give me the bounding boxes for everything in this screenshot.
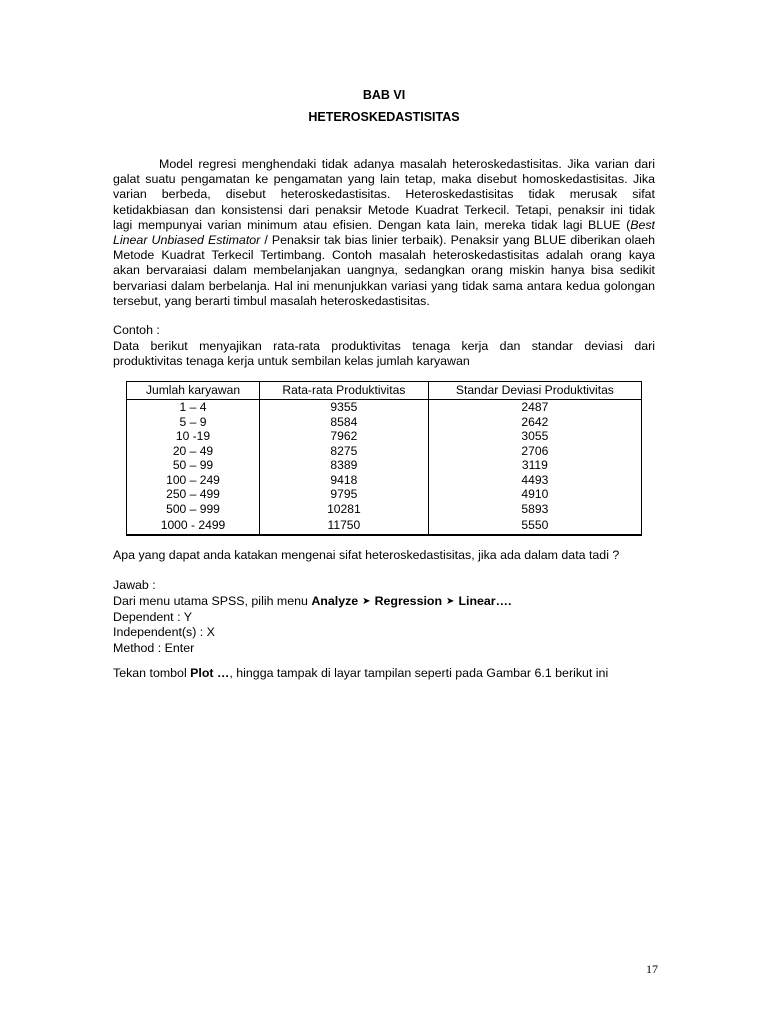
- table-row: [127, 415, 642, 430]
- menu-linear: Linear….: [458, 594, 512, 608]
- intro-line: lagi mempunyai varian minimum atau efisien. Dengan kata lain, mereka tidak lagi BLUE (Best: [113, 217, 655, 232]
- table-cell: 5893: [428, 502, 641, 517]
- answer-steps: [113, 594, 655, 656]
- intro-line: bervariasi dalam berbelanja. Hal ini menunjukkan variasi yang tidak sama antara kedua golongan: [113, 278, 655, 293]
- dependent-setting: Dependent : Y: [113, 610, 192, 625]
- table-cell: 50 – 99: [127, 458, 260, 473]
- intro-line: varian berbeda, disebut heteroskedastisitas. Heteroskedastisitas tidak merusak sifat: [113, 187, 655, 202]
- plot-button-label: Plot …: [190, 666, 230, 680]
- intro-line: galat suatu pengamatan ke pengamatan yang lain tetap, maka disebut homoskedastisitas. Jika: [113, 172, 655, 187]
- table-cell: 9355: [260, 400, 429, 415]
- table-cell: 2487: [428, 400, 641, 415]
- table-row: [127, 429, 642, 444]
- table-row: [127, 458, 642, 473]
- menu-instruction: Dari menu utama SPSS, pilih menu Analyze ➤ Regression ➤ Linear….: [113, 594, 512, 608]
- table-cell: 2642: [428, 415, 641, 430]
- column-header: Rata-rata Produktivitas: [260, 382, 429, 400]
- table-row: [127, 516, 642, 535]
- method-setting: Method : Enter: [113, 640, 195, 655]
- table-cell: 9418: [260, 473, 429, 488]
- table-cell: 10 -19: [127, 429, 260, 444]
- arrow-right-icon: ➤: [446, 596, 455, 607]
- column-header: Jumlah karyawan: [127, 382, 260, 400]
- table-row: [127, 473, 642, 488]
- table-cell: 5550: [428, 516, 641, 535]
- table-cell: 2706: [428, 444, 641, 459]
- contoh-description: Data berikut menyajikan rata-rata produktivitas tenaga kerja dan standar deviasi dari produktivitas tenaga kerja untuk sembilan kelas jumlah karyawan: [113, 339, 655, 369]
- intro-line: Linear Unbiased Estimator / Penaksir tak bias linier terbaik). Penaksir yang BLUE diberikan olaeh: [113, 233, 655, 248]
- menu-regression: Regression: [374, 594, 443, 608]
- column-header: Standar Deviasi Produktivitas: [428, 382, 641, 400]
- table-cell: 8584: [260, 415, 429, 430]
- italic-term: Best: [630, 217, 655, 232]
- table-cell: 8389: [260, 458, 429, 473]
- chapter-number: BAB VI: [362, 88, 406, 102]
- intro-line: tersebut, yang berarti timbul masalah heteroskedastisitas.: [113, 293, 430, 308]
- table-cell: 3055: [428, 429, 641, 444]
- table-cell: 500 – 999: [127, 502, 260, 517]
- table-cell: 250 – 499: [127, 487, 260, 502]
- table-cell: 7962: [260, 429, 429, 444]
- intro-line: Model regresi menghendaki tidak adanya masalah heteroskedastisitas. Jika varian dari: [159, 157, 655, 171]
- arrow-right-icon: ➤: [362, 596, 371, 607]
- table-row: [127, 502, 642, 517]
- question-text: Apa yang dapat anda katakan mengenai sifat heteroskedastisitas, jika ada dalam data tadi ?: [113, 548, 620, 562]
- table-cell: 8275: [260, 444, 429, 459]
- plot-instruction: Tekan tombol Plot …, hingga tampak di layar tampilan seperti pada Gambar 6.1 berikut ini: [113, 666, 609, 680]
- table-row: [127, 444, 642, 459]
- table-cell: 4910: [428, 487, 641, 502]
- table-cell: 1000 - 2499: [127, 516, 260, 535]
- intro-line: akan bervaraiasi dalam membelanjakan uangnya, sedangkan orang miskin hanya bisa sedikit: [113, 263, 655, 278]
- table-row: [127, 487, 642, 502]
- intro-line: Metode Kuadrat Terkecil Tertimbang. Contoh masalah heteroskedastisitas adalah orang kaya: [113, 248, 655, 263]
- table-row: [127, 400, 642, 415]
- table-cell: 20 – 49: [127, 444, 260, 459]
- table-cell: 1 – 4: [127, 400, 260, 415]
- table-cell: 10281: [260, 502, 429, 517]
- productivity-table: [126, 381, 642, 536]
- table-cell: 4493: [428, 473, 641, 488]
- contoh-label: Contoh :: [113, 323, 160, 337]
- table-header-row: [127, 382, 642, 400]
- table-cell: 9795: [260, 487, 429, 502]
- table-cell: 11750: [260, 516, 429, 535]
- italic-term: Linear Unbiased Estimator: [113, 233, 261, 248]
- menu-analyze: Analyze: [311, 594, 359, 608]
- table-cell: 5 – 9: [127, 415, 260, 430]
- intro-line: ketidakbiasan dan konsistensi dari penaksir Metode Kuadrat Terkecil. Tetapi, penaksir ini tidak: [113, 202, 655, 217]
- page-number: 17: [646, 962, 658, 976]
- intro-paragraph: [113, 157, 655, 309]
- answer-label: Jawab :: [113, 578, 156, 592]
- table-cell: 100 – 249: [127, 473, 260, 488]
- chapter-title: HETEROSKEDASTISITAS: [308, 110, 460, 124]
- table-cell: 3119: [428, 458, 641, 473]
- independent-setting: Independent(s) : X: [113, 625, 215, 640]
